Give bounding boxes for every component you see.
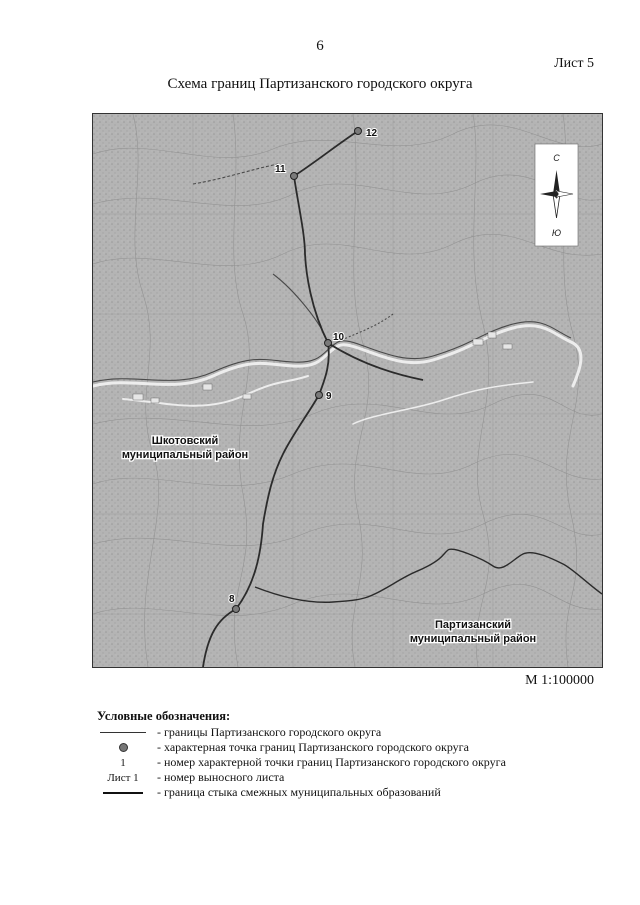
point-8-marker (233, 606, 240, 613)
compass-north-label: С (553, 153, 560, 163)
point-11-label: 11 (275, 164, 286, 175)
map-scale: М 1:100000 (525, 673, 594, 688)
legend-dot-symbol (97, 743, 149, 752)
sheet-label: Лист 5 (554, 56, 594, 71)
map-canvas (93, 114, 602, 667)
legend-thick-line-symbol (97, 792, 149, 794)
legend-item (97, 725, 577, 740)
legend-title: Условные обозначения: (97, 709, 231, 723)
legend-item-text: - номер характерной точки границ Партизанского городского округа (157, 755, 506, 769)
point-9-marker (316, 392, 323, 399)
point-11-marker (291, 173, 298, 180)
legend-number-symbol: 1 (120, 756, 126, 769)
partizansky-label-line1: Партизанский (435, 619, 511, 631)
point-12-label: 12 (366, 128, 378, 139)
shkotovsky-label-line1: Шкотовский (151, 435, 219, 447)
legend-item (97, 740, 577, 755)
relief-background (93, 114, 602, 667)
point-9-label: 9 (326, 391, 332, 402)
legend-item-text: - граница стыка смежных муниципальных образований (157, 785, 441, 799)
legend-sheet-symbol: Лист 1 (107, 771, 139, 784)
legend (97, 709, 577, 800)
map-title: Схема границ Партизанского городского округа (167, 76, 473, 92)
legend-item-text: - номер выносного листа (157, 770, 285, 784)
compass-rose (535, 144, 578, 246)
compass-south-label: Ю (551, 228, 562, 238)
legend-item (97, 770, 577, 785)
page-number: 6 (316, 38, 324, 54)
point-10-label: 10 (333, 332, 345, 343)
legend-thin-line-symbol (97, 732, 149, 733)
point-12-marker (355, 128, 362, 135)
shkotovsky-label-line2: муниципальный район (121, 449, 249, 461)
map-frame[interactable] (92, 113, 603, 668)
legend-item-text: - характерная точка границ Партизанского городского округа (157, 740, 469, 754)
legend-item-text: - границы Партизанского городского округа (157, 725, 382, 739)
legend-item (97, 755, 577, 770)
legend-item (97, 785, 577, 800)
point-10-marker (325, 340, 332, 347)
partizansky-label-line2: муниципальный район (409, 633, 537, 645)
point-8-label: 8 (229, 594, 235, 605)
